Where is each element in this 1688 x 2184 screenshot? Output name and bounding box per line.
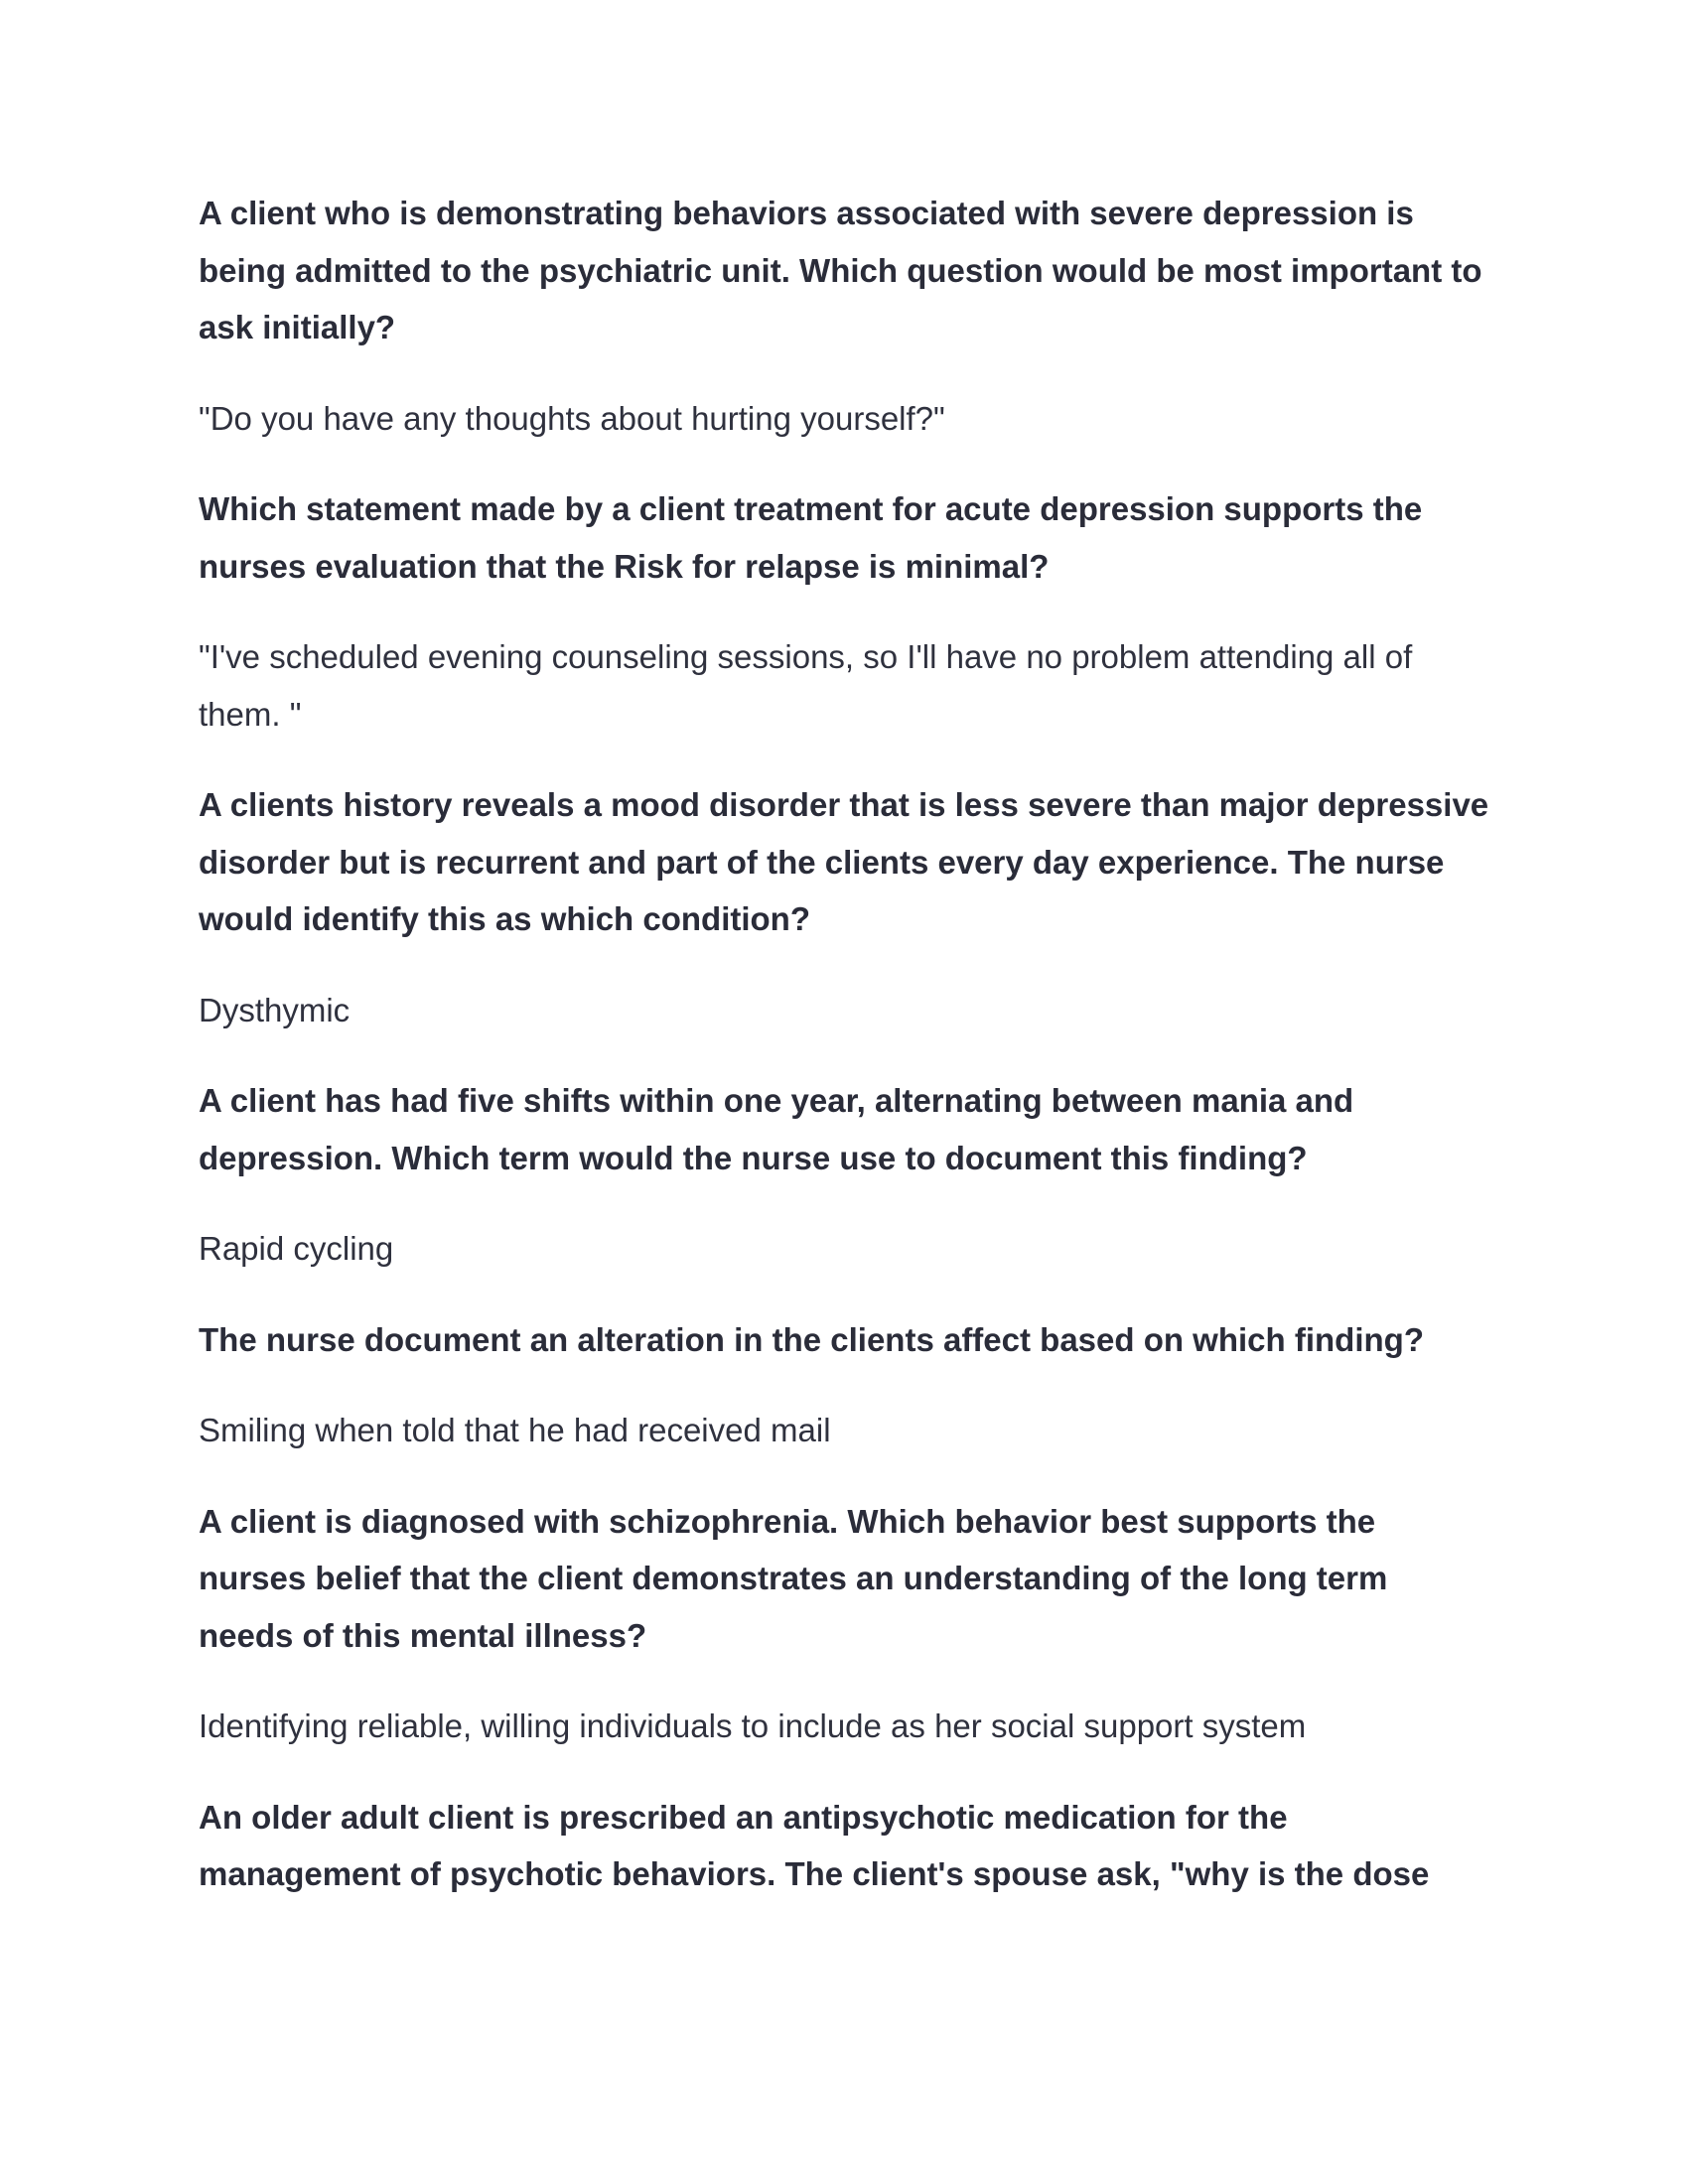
answer-text: Smiling when told that he had received mail [199,1412,831,1448]
answer-text: "Do you have any thoughts about hurting yourself?" [199,399,945,437]
document-page [199,185,1489,1937]
question-text: A clients history reveals a mood disorder that is less severe than major depressive disorder but is recurrent and part of the clients every day experience. The nurse would identify this as which condition? [199,786,1489,937]
answer-text: "I've scheduled evening counseling sessions, so I'll have no problem attending all of them. " [199,638,1413,733]
question-text: A client who is demonstrating behaviors associated with severe depression is being admitted to the psychiatric unit. Which question would be most important to ask initially? [199,195,1482,345]
answer-text: Identifying reliable, willing individuals to include as her social support system [199,1707,1307,1744]
question-text: The nurse document an alteration in the clients affect based on which finding? [199,1320,1424,1358]
question-text: Which statement made by a client treatment for acute depression supports the nurses evaluation that the Risk for relapse is minimal? [199,490,1423,585]
question-text: A client is diagnosed with schizophrenia. Which behavior best supports the nurses belief that the client demonstrates an understanding of the long term needs of this mental illness? [199,1502,1388,1654]
answer-text: Rapid cycling [199,1230,394,1267]
answer-text: Dysthymic [199,991,351,1028]
question-text: An older adult client is prescribed an antipsychotic medication for the management of psychotic behaviors. The client's spouse ask, "why is the dose [199,1798,1430,1892]
question-text: A client has had five shifts within one year, alternating between mania and depression. Which term would the nurse use to document this finding? [199,1082,1354,1176]
